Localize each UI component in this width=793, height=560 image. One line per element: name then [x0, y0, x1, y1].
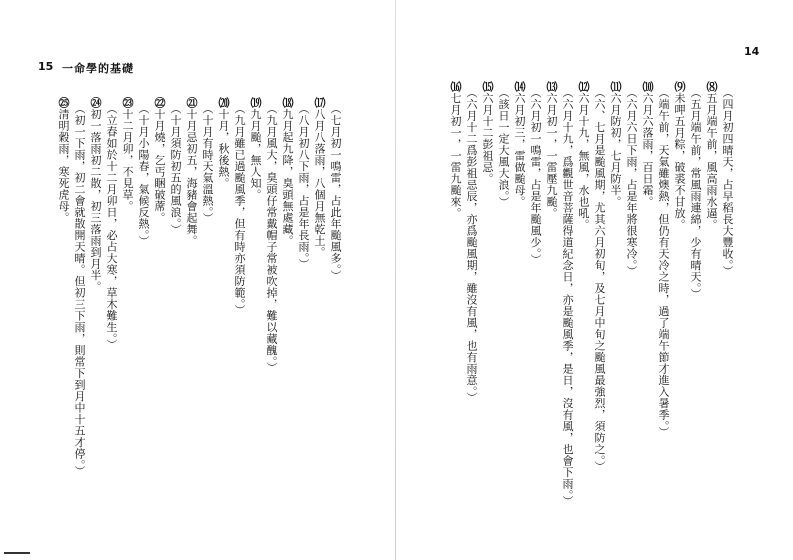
text-column: ⒅九月起九降，臭頭無處藏。	[281, 97, 294, 247]
text-column: ⑻五月端午前，風高雨水逼。	[705, 81, 718, 231]
text-column: ㉑十月忌初五，海豬會起舞。	[185, 97, 198, 247]
text-column: ㉔初一落雨初二散，初三落雨到月半。	[89, 97, 102, 293]
page-edge-mark	[4, 552, 30, 554]
text-column: （四月初四晴天，占早稻長大豐收。）	[721, 87, 734, 277]
text-column: （六月十二爲彭祖忌辰，亦爲颱風期，雖沒有風，也有雨意。）	[465, 87, 478, 404]
text-column: （八月初八下雨，占是年長雨。）	[297, 103, 310, 270]
page-number: 14	[744, 45, 760, 58]
text-column: ⒂六月十二彭祖忌。	[481, 81, 494, 185]
text-column: （六月初一鳴雷，占是年颱風少。）	[529, 87, 542, 266]
text-column: ⒇十月，秋後熱。	[217, 97, 230, 189]
text-column: （初一下雨，初二會就散開天晴。但初三下雨，則常下到月中十五才停。）	[73, 103, 86, 477]
text-column: ㉒十月燒，乞丐睏破蓆。	[153, 97, 166, 224]
text-column: （六月六日下雨，占是年將很寒冷。）	[625, 87, 638, 277]
text-column: （十月小陽春，氣候反熱。）	[137, 103, 150, 247]
text-column: ⑽六月六落雨，百日霜。	[641, 81, 654, 208]
text-column: ㉕清明穀雨，寒死虎母。	[57, 97, 70, 224]
text-column: （九月風大，臭頭仔常戴帽子常被吹掉，難以藏醜。）	[265, 103, 278, 374]
text-column: ⒃七月初一，一雷九颱來。	[449, 81, 462, 219]
text-column: （七月初一鳴雷，占此年颱風多。）	[329, 103, 342, 282]
text-column: ⑿六月十九，無風，水也吼。	[577, 81, 590, 231]
right-page	[396, 0, 793, 560]
page-number: 15	[38, 60, 54, 73]
text-column: ㉓十二月卯，不見草。	[121, 97, 134, 212]
text-column: （十月有時天氣溫熱。）	[201, 103, 214, 224]
text-column: （十月須防初五的風浪。）	[169, 103, 182, 236]
text-column: ⑼未呷五月粽，破裘不甘放。	[673, 81, 686, 231]
running-title: 一命學的基礎	[62, 62, 134, 75]
text-column: ⒁六月初三，雷做颱母。	[513, 81, 526, 208]
text-column: （端午前，天氣雖燠熱，但仍有天冷之時，過了端午節才進入暑季。）	[657, 87, 670, 438]
text-column: （該日一定大風大浪。）	[497, 87, 510, 208]
text-column: （立春如於十二月卯日，必占大寒，草木難生。）	[105, 103, 118, 351]
left-page	[0, 0, 396, 560]
text-column: ⒀六月初一，一雷壓九颱。	[545, 81, 558, 219]
text-column: ⒄八月八落雨，八個月無乾土。	[313, 97, 326, 258]
text-column: （六、七月是颱風期，尤其六月初旬，及七月中旬之颱風最強烈，須防之。）	[593, 87, 606, 473]
text-column: ⒆九月颱，無人知。	[249, 97, 262, 201]
text-column: （九月雖已過颱風季，但有時亦須防範。）	[233, 103, 246, 316]
text-column: （六月十九，爲觀世音菩薩得道紀念日，亦是颱風季，是日，沒有風，也會下雨。）	[561, 87, 574, 507]
text-column: （五月端午前，常風雨連綿，少有晴天。）	[689, 87, 702, 300]
text-column: ⑾六月防初，七月防半。	[609, 81, 622, 208]
